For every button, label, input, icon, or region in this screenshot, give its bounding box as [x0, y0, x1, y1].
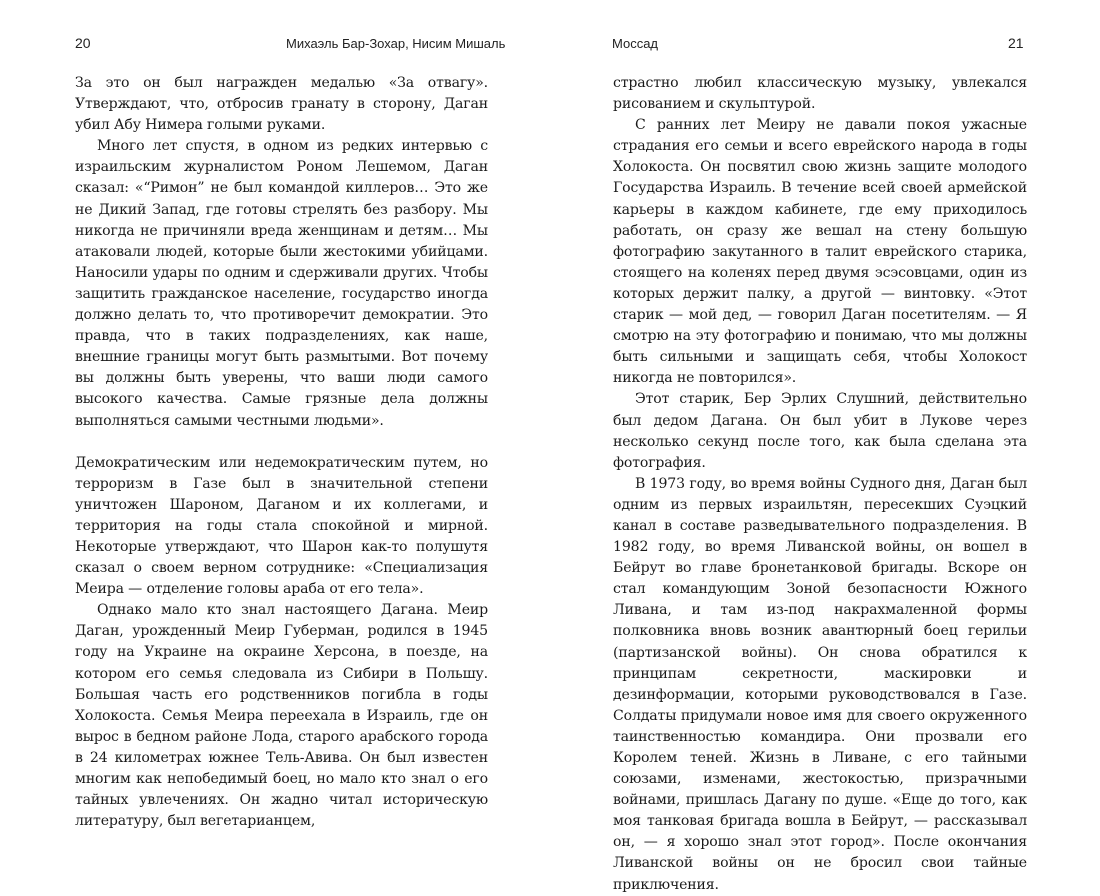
page-number: 20 — [75, 35, 91, 51]
page-body — [75, 73, 488, 832]
right-page — [550, 0, 1100, 893]
paragraph: Этот старик, Бер Эрлих Слушний, действительно был дедом Дагана. Он был убит в Лукове через несколько секунд после того, как была сделана эта фотография. — [613, 391, 1027, 471]
paragraph: Однако мало кто знал настоящего Дагана. Меир Даган, урожденный Меир Губерман, родился в 1945 году на Украине на окраине Херсона, в поезде, на котором его семья следовала из Сибири в Польшу. Большая часть его родственников погибла в годы Холокоста. Семья Меира переехала в Израиль, где он вырос в бедном районе Лода, старого арабского города в 24 километрах южнее Тель-Авива. Он был известен многим как непобедимый боец, но мало кто знал о его тайных увлечениях. Он жадно читал историческую литературу, был вегетарианцем, — [75, 602, 488, 830]
paragraph: За это он был награжден медалью «За отвагу». Утверждают, что, отбросив гранату в сторону, Даган убил Абу Нимера голыми руками. — [75, 75, 488, 134]
paragraph: Много лет спустя, в одном из редких интервью с израильским журналистом Роном Лешемом, Даган сказал: «“Римон” не был командой киллеров… Это же не Дикий Запад, где готовы стрелять без разбору. Мы никогда не причиняли вреда женщинам и детям… Мы атаковали людей, которые были жестокими убийцами. Наносили удары по одним и сдерживали других. Чтобы защитить гражданское население, государство иногда должно делать то, что противоречит демократии. Это правда, что в таких подразделениях, как наше, внешние границы могут быть размытыми. Вот почему вы должны быть уверены, что ваши люди самого высокого качества. Самые грязные дела должны выполняться самыми честными людьми». — [75, 138, 488, 429]
paragraph: В 1973 году, во время войны Судного дня, Даган был одним из первых израильтян, пересекших Суэцкий канал в составе разведывательного подразделения. В 1982 году, во время Ливанской войны, он вошел в Бейрут во главе бронетанковой бригады. Вскоре он стал командующим Зоной безопасности Южного Ливана, и там из-под накрахмаленной формы полковника вновь возник авантюрный боец герильи (партизанской войны). Он снова обратился к принципам секретности, маскировки и дезинформации, которыми руководствовался в Газе. Солдаты придумали новое имя для своего окруженного таинственностью командира. Они прозвали его Королем теней. Жизнь в Ливане, с его тайными союзами, изменами, жестокостью, призрачными войнами, пришлась Дагану по душе. «Еще до того, как моя танковая бригада вошла в Бейрут, — рассказывал он, — я хорошо знал этот город». После окончания Ливанской войны он не бросил свои тайные приключения. — [613, 475, 1027, 893]
page-body — [613, 73, 1027, 896]
paragraph: С ранних лет Меиру не давали покоя ужасные страдания его семьи и всего еврейского народа в годы Холокоста. Он посвятил свою жизнь защите молодого Государства Израиль. В течение всей своей армейской карьеры в каждом кабинете, где ему приходилось работать, он сразу же вешал на стену большую фотографию закутанного в талит еврейского старика, стоящего на коленях перед двумя эсэсовцами, один из которых держит палку, а другой — винтовку. «Этот старик — мой дед, — говорил Даган посетителям. — Я смотрю на эту фотографию и понимаю, что мы должны быть сильными и защищать себя, чтобы Холокост никогда не повторился». — [613, 117, 1027, 387]
paragraph: Демократическим или недемократическим путем, но терроризм в Газе был в значительной степени уничтожен Шароном, Даганом и их коллегами, и территория на годы стала спокойной и мирной. Некоторые утверждают, что Шарон как-то полушутя сказал о своем верном сотруднике: «Специализация Меира — отделение головы араба от его тела». — [75, 454, 488, 598]
paragraph: страстно любил классическую музыку, увлекался рисованием и скульптурой. — [613, 75, 1027, 113]
running-header-title: Моссад — [612, 36, 659, 51]
page-number: 21 — [1008, 35, 1024, 51]
running-header-authors: Михаэль Бар-Зохар, Нисим Мишаль — [286, 36, 506, 51]
left-page — [0, 0, 550, 830]
